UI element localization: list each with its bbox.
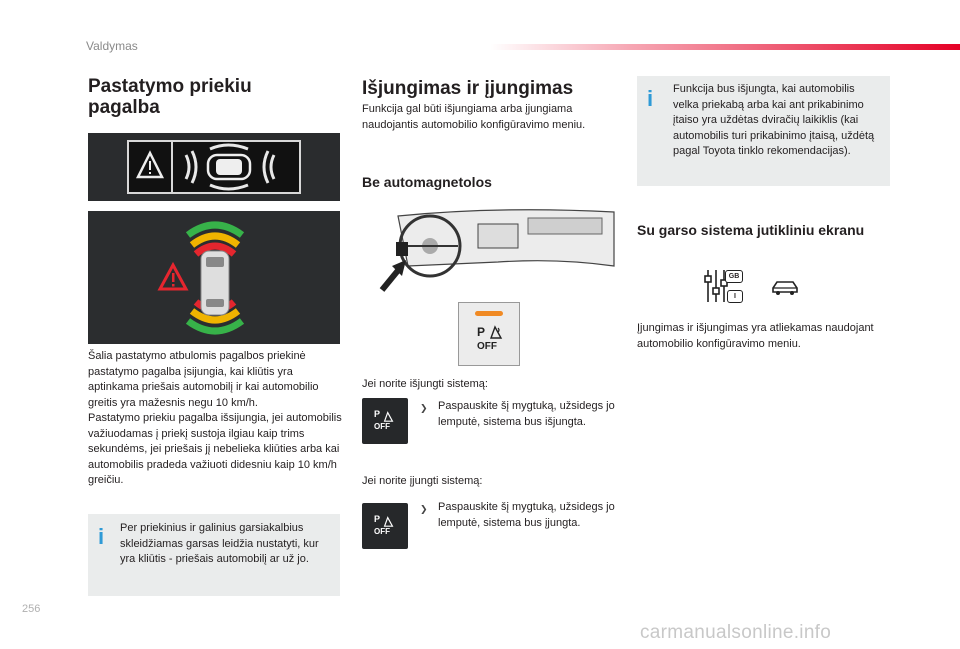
button-p-label: P xyxy=(374,514,381,524)
middle-title: Išjungimas ir įjungimas xyxy=(362,78,574,99)
left-title: Pastatymo priekiu pagalba xyxy=(88,76,252,118)
info-icon: i xyxy=(647,86,654,111)
button-led xyxy=(475,311,503,316)
disable-step: Paspauskite šį mygtuką, užsidegs jo lemputė, sistema bus išjungta. xyxy=(438,400,615,428)
middle-intro: Funkcija gal būti išjungiama arba įjungiama naudojantis automobilio konfigūravimo meniu. xyxy=(362,103,586,131)
header-accent-bar xyxy=(490,44,960,50)
gb-label: GB xyxy=(728,273,740,280)
left-paragraph-1: Šalia pastatymo atbulomis pagalbos priekinė pastatymo pagalba įsijungia, kai kliūtis yra aptinkama priešais automobilį ir kai automobilio greitis yra mažesnis negu 10 km/h. xyxy=(88,350,319,409)
right-paragraph: Įjungimas ir išjungimas yra atliekamas naudojant automobilio konfigūravimo meniu. xyxy=(637,322,874,350)
car-icon xyxy=(770,278,800,303)
right-info-text: Funkcija bus išjungta, kai automobilis velka priekabą arba kai ant prikabinimo įtaiso yra uždėtas dviračių laikiklis (kai automobilis turi prikabinimo įtaisą, uždėtą pagal Toyota tinklo rekomendacijas). xyxy=(673,83,875,157)
button-off-label: OFF xyxy=(477,341,497,352)
info-i-box-icon xyxy=(727,290,743,303)
park-off-button-disable[interactable] xyxy=(362,398,408,444)
parking-sensor-image xyxy=(88,211,340,344)
button-off-label: OFF xyxy=(374,422,390,431)
left-info-box xyxy=(88,514,340,596)
park-off-button-large[interactable] xyxy=(458,302,520,366)
button-off-label: OFF xyxy=(374,527,390,536)
page-number: 256 xyxy=(22,603,41,615)
language-gb-icon xyxy=(725,270,743,283)
right-subtitle: Su garso sistema jutikliniu ekranu xyxy=(637,222,865,238)
enable-label: Jei norite įjungti sistemą: xyxy=(362,475,483,487)
button-p-label: P xyxy=(477,325,486,339)
disable-label: Jei norite išjungti sistemą: xyxy=(362,378,488,390)
watermark: carmanualsonline.info xyxy=(640,622,832,643)
section-label: Valdymas xyxy=(86,39,138,53)
bullet-icon: ❯ xyxy=(420,505,428,515)
dashboard-image xyxy=(378,206,618,296)
enable-step: Paspauskite šį mygtuką, užsidegs jo lemputė, sistema bus įjungta. xyxy=(438,501,615,529)
parking-display-image xyxy=(88,133,340,201)
button-p-label: P xyxy=(374,409,381,419)
left-paragraph-2: Pastatymo priekiu pagalba išsijungia, jei automobilis važiuodamas į priekį sustoja ilgiau kaip trims sekundėms, jei priešais jį nebelieka kliūties arba kai automobilis pradeda važiuoti didesniu kaip 10 km/h greičiu. xyxy=(88,412,342,486)
right-info-box xyxy=(637,76,890,186)
left-paragraph xyxy=(88,349,344,489)
info-icon: i xyxy=(98,524,105,549)
park-off-button-enable[interactable] xyxy=(362,503,408,549)
left-info-text: Per priekinius ir galinius garsiakalbius skleidžiamas garsas leidžia nustatyti, kur yra kliūtis - priešais automobilį ar už jo. xyxy=(120,522,319,565)
bullet-icon: ❯ xyxy=(420,404,428,414)
middle-subtitle: Be automagnetolos xyxy=(362,174,492,190)
i-label: I xyxy=(734,293,736,300)
